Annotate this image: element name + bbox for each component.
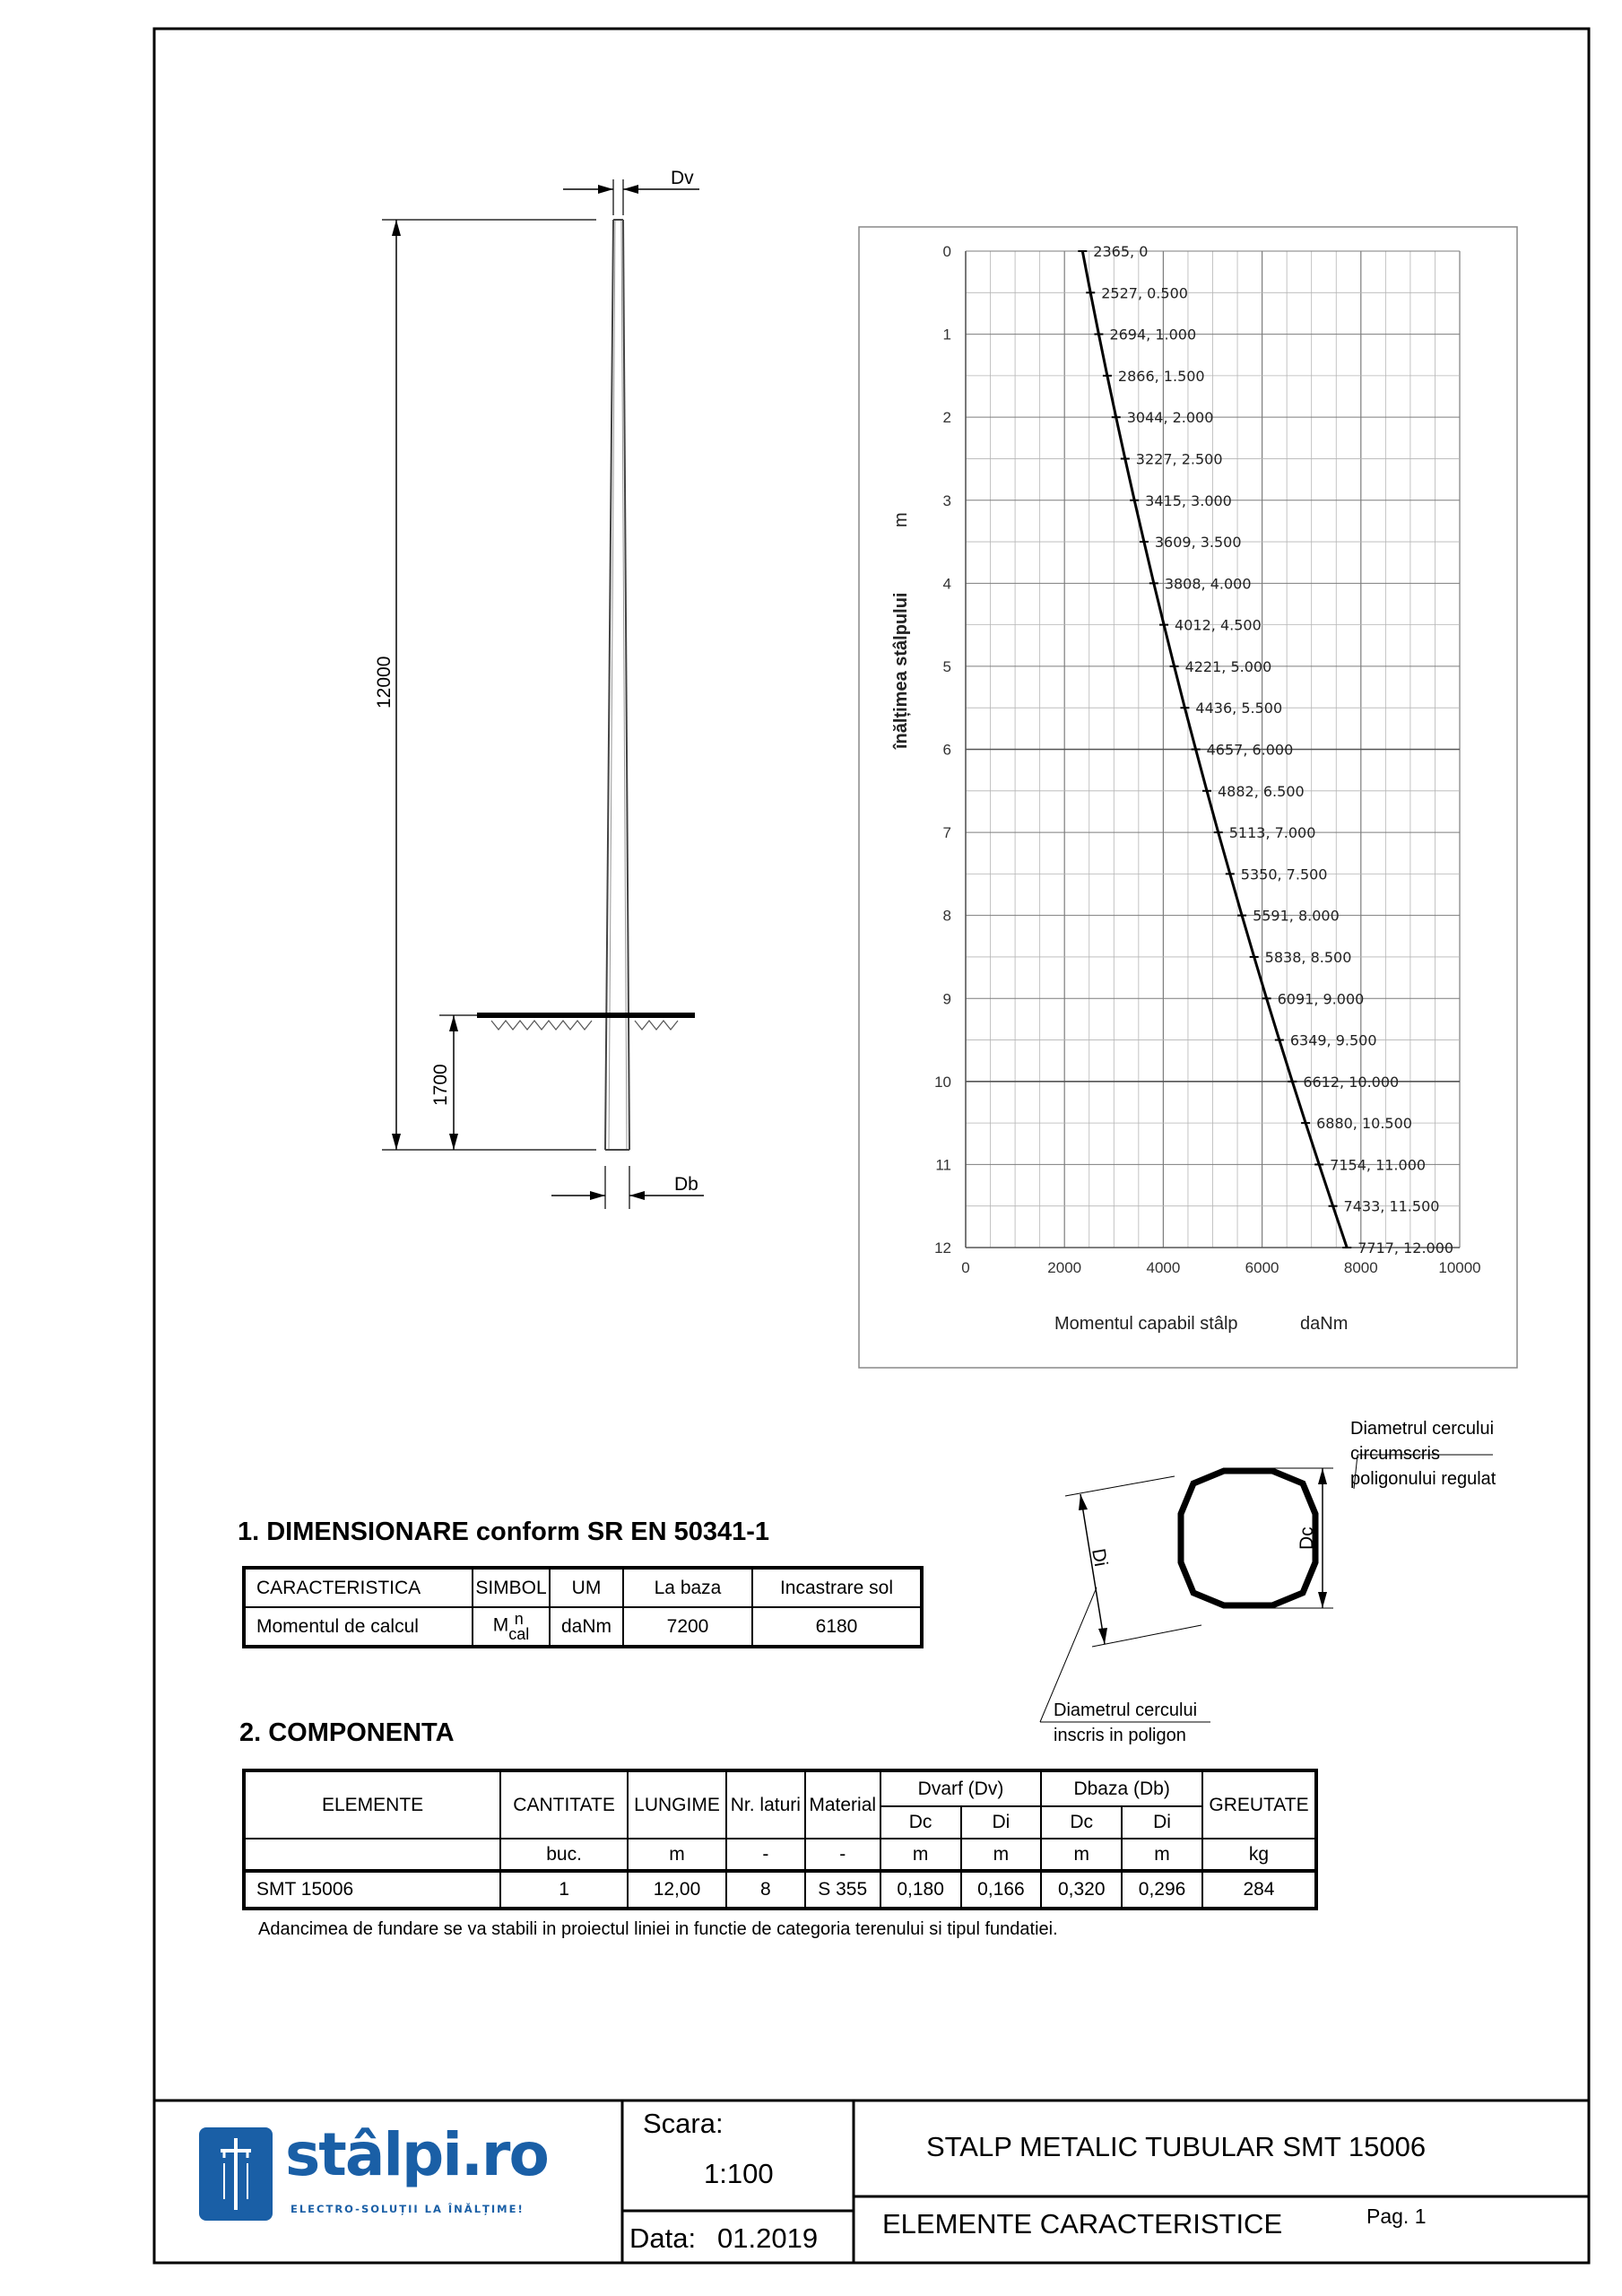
data-point-label: 7154, 11.000 [1330,1156,1427,1174]
header-lungime: LUNGIME [628,1770,726,1839]
drawing-subtitle: ELEMENTE CARACTERISTICE [882,2208,1283,2239]
row-caracteristica: Momentul de calcul [244,1607,473,1647]
header-elemente: ELEMENTE [244,1770,500,1839]
chart-y-axis-unit: m [891,512,911,527]
y-tick-label: 5 [942,657,951,675]
component-table [242,1769,1318,1910]
data-point-label: 4221, 5.000 [1184,657,1272,675]
y-tick-label: 12 [934,1239,951,1257]
row-la-baza: 7200 [623,1607,752,1647]
data-point-label: 2527, 0.500 [1101,284,1188,302]
y-tick-label: 3 [942,491,951,509]
section1-title: 1. DIMENSIONARE conform SR EN 50341-1 [238,1518,770,1546]
y-tick-label: 11 [935,1156,951,1174]
header-cantitate: CANTITATE [500,1770,628,1839]
header-la-baza: La baza [623,1568,752,1607]
unit-cantitate: buc. [500,1839,628,1871]
di-label: Di [1088,1546,1112,1569]
inscribed-label-line2: inscris in poligon [1054,1726,1186,1745]
total-length-label: 12000 [374,656,395,709]
cell-material: S 355 [805,1871,880,1909]
data-point-label: 2365, 0 [1093,243,1149,260]
company-logo [199,2120,558,2224]
data-point-label: 4657, 6.000 [1206,741,1294,759]
y-tick-label: 4 [942,575,951,593]
cell-lungime: 12,00 [628,1871,726,1909]
data-point-label: 7717, 12.000 [1357,1239,1454,1257]
date-value: 01.2019 [717,2222,819,2254]
y-tick-label: 6 [942,741,951,759]
data-point-label: 6349, 9.500 [1289,1031,1377,1049]
header-material: Material [805,1770,880,1839]
cell-dv-di: 0,166 [961,1871,1042,1909]
y-tick-label: 1 [942,326,951,344]
units-elemente [244,1839,500,1871]
scale-label: Scara: [643,2108,724,2139]
drawing-title: STALP METALIC TUBULAR SMT 15006 [926,2131,1427,2162]
circumscribed-label-line2: circumscris [1350,1444,1440,1464]
row-incastrare: 6180 [752,1607,922,1647]
data-point-label: 3609, 3.500 [1154,534,1242,552]
circumscribed-label-line1: Diametrul cercului [1350,1419,1495,1439]
logo-name: stâlpi.ro [285,2120,548,2189]
row-simbol [473,1607,550,1647]
y-tick-label: 7 [942,824,951,842]
header-caracteristica: CARACTERISTICA [244,1568,473,1607]
data-point-label: 6612, 10.000 [1303,1073,1400,1091]
date-label: Data: [629,2222,697,2254]
x-tick-label: 8000 [1343,1259,1378,1276]
header-dv-dc: Dc [880,1806,961,1839]
inscribed-label-line1: Diametrul cercului [1054,1700,1198,1720]
moment-chart [859,227,1517,1368]
chart-y-axis-label: înălțimea stâlpului [891,592,911,749]
header-greutate: GREUTATE [1202,1770,1316,1839]
dimensioning-table [242,1566,924,1648]
header-simbol: SIMBOL [473,1568,550,1607]
cell-elemente: SMT 15006 [244,1871,500,1909]
data-point-label: 2866, 1.500 [1117,367,1205,385]
y-tick-label: 2 [942,409,951,427]
header-dbaza: Dbaza (Db) [1041,1770,1202,1806]
data-point-label: 5350, 7.500 [1240,865,1328,883]
data-point-label: 3808, 4.000 [1164,575,1252,593]
logo-tagline: ELECTRO-SOLUȚII LA ÎNĂLȚIME! [291,2203,525,2215]
cell-greutate: 284 [1202,1871,1316,1909]
data-point-label: 5113, 7.000 [1228,824,1316,842]
x-tick-label: 2000 [1047,1259,1082,1276]
row-um: daNm [550,1607,623,1647]
pole-elevation [374,168,704,1209]
cross-section [1040,1419,1496,1745]
data-point-label: 3415, 3.000 [1145,491,1232,509]
data-point-label: 6091, 9.000 [1277,990,1365,1008]
foundation-note: Adancimea de fundare se va stabili in proiectul liniei in functie de categoria terenului si tipul fundatiei. [258,1919,1058,1939]
data-point-label: 5838, 8.500 [1264,948,1352,966]
x-tick-label: 4000 [1146,1259,1181,1276]
data-point-label: 3227, 2.500 [1135,450,1223,468]
chart-x-axis-label: Momentul capabil stâlp [1054,1314,1238,1334]
y-tick-label: 8 [942,907,951,925]
data-point-label: 4882, 6.500 [1217,782,1305,800]
cell-dv-dc: 0,180 [880,1871,961,1909]
cell-cantitate: 1 [500,1871,628,1909]
header-dvarf: Dvarf (Dv) [880,1770,1042,1806]
octagon-section [1181,1471,1315,1605]
simbol-main: M [492,1615,509,1637]
unit-dv-dc: m [880,1839,961,1871]
unit-dv-di: m [961,1839,1042,1871]
page-number: Pag. 1 [1366,2205,1427,2228]
y-tick-label: 0 [942,243,951,260]
unit-lungime: m [628,1839,726,1871]
embedment-label: 1700 [430,1064,451,1106]
db-label: Db [674,1174,698,1195]
cell-db-di: 0,296 [1122,1871,1202,1909]
unit-greutate: kg [1202,1839,1316,1871]
circumscribed-label-line3: poligonului regulat [1350,1469,1496,1489]
header-dv-di: Di [961,1806,1042,1839]
unit-material: - [805,1839,880,1871]
header-db-dc: Dc [1041,1806,1122,1839]
header-nr-laturi: Nr. laturi [726,1770,805,1839]
scale-value: 1:100 [704,2158,774,2189]
data-point-label: 2694, 1.000 [1109,326,1197,344]
header-incastrare: Incastrare sol [752,1568,922,1607]
cell-nr-laturi: 8 [726,1871,805,1909]
x-tick-label: 10000 [1438,1259,1481,1276]
data-point-label: 3044, 2.000 [1126,409,1214,427]
simbol-sub: cal [508,1624,530,1643]
header-um: UM [550,1568,623,1607]
data-point-label: 7433, 11.500 [1343,1197,1440,1215]
x-tick-label: 6000 [1245,1259,1279,1276]
x-tick-label: 0 [961,1259,970,1276]
header-db-di: Di [1122,1806,1202,1839]
data-point-label: 4436, 5.500 [1195,700,1283,718]
unit-db-dc: m [1041,1839,1122,1871]
unit-db-di: m [1122,1839,1202,1871]
data-point-label: 5591, 8.000 [1253,907,1340,925]
chart-x-axis-unit: daNm [1300,1314,1349,1334]
dv-label: Dv [671,168,694,188]
y-tick-label: 10 [934,1073,951,1091]
dc-label: Dc [1297,1526,1317,1550]
cell-db-dc: 0,320 [1041,1871,1122,1909]
data-point-label: 4012, 4.500 [1175,616,1262,634]
y-tick-label: 9 [942,990,951,1008]
data-point-label: 6880, 10.500 [1316,1115,1412,1133]
simbol-sup: n [514,1610,524,1629]
section2-title: 2. COMPONENTA [239,1718,455,1747]
unit-nr-laturi: - [726,1839,805,1871]
